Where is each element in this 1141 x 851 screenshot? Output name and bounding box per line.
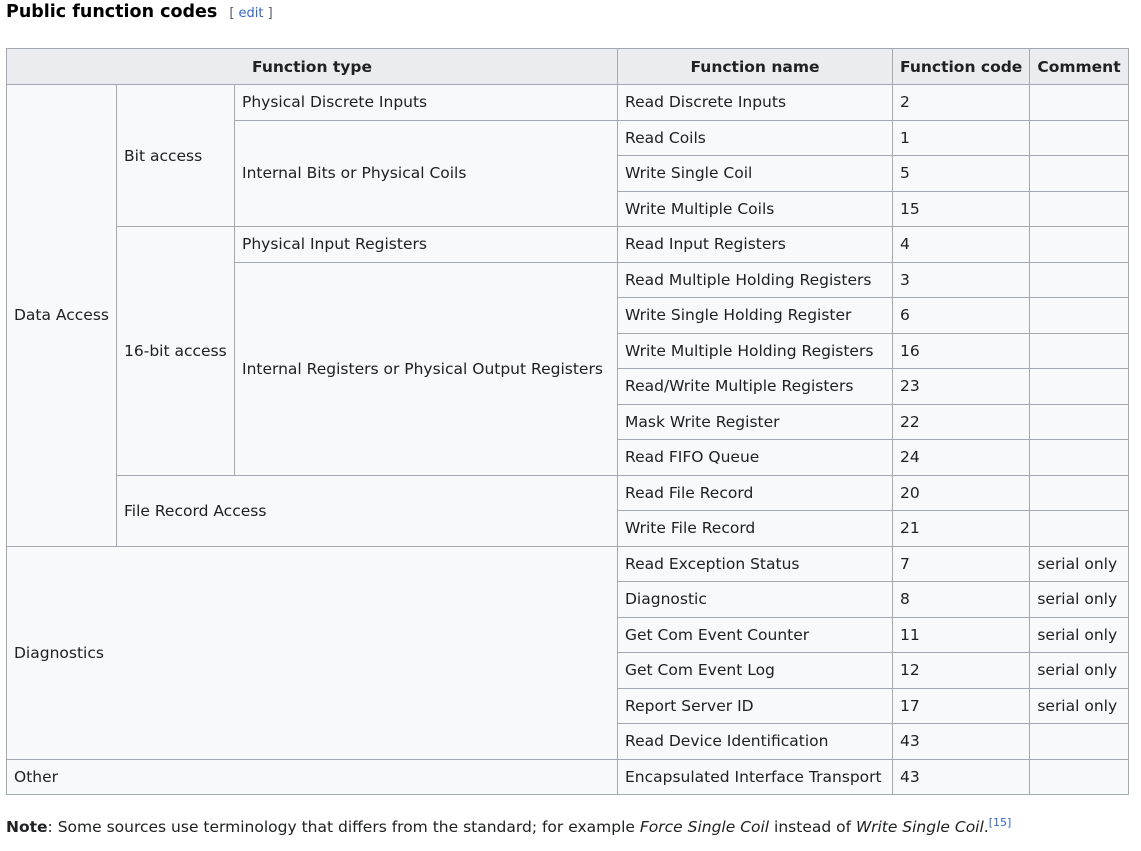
table-cell [1030,724,1128,760]
table-cell: Get Com Event Counter [618,617,893,653]
table-cell [1030,369,1128,405]
table-cell: Read File Record [618,475,893,511]
table-cell: Write Single Coil [618,156,893,192]
table-cell: Read Exception Status [618,546,893,582]
table-cell: 16 [893,333,1030,369]
table-cell: 12 [893,653,1030,689]
header-row [7,49,1129,85]
table-cell: Internal Registers or Physical Output Registers [235,262,618,475]
bracket: ] [267,6,273,21]
table-cell: Diagnostics [7,546,618,759]
table-cell: Report Server ID [618,688,893,724]
header-function-type: Function type [7,49,618,85]
table-row [7,475,1129,511]
table-cell: serial only [1030,617,1128,653]
table-cell: Encapsulated Interface Transport [618,759,893,795]
citation-link[interactable]: [15] [988,816,1012,829]
table-cell: Write Multiple Coils [618,191,893,227]
table-cell: Read FIFO Queue [618,440,893,476]
table-cell: 4 [893,227,1030,263]
table-cell [1030,156,1128,192]
table-row [7,759,1129,795]
table-cell: Get Com Event Log [618,653,893,689]
table-cell: 1 [893,120,1030,156]
table-cell: Other [7,759,618,795]
note-emphasis: Write Single Coil [856,818,984,837]
header-function-name: Function name [618,49,893,85]
table-cell: 21 [893,511,1030,547]
table-cell [1030,475,1128,511]
table-cell [1030,227,1128,263]
table-cell: 3 [893,262,1030,298]
table-cell [1030,759,1128,795]
note-label: Note [6,818,48,837]
table-cell: 23 [893,369,1030,405]
function-codes-table [6,48,1129,795]
table-cell: serial only [1030,653,1128,689]
heading-text: Public function codes [6,2,218,22]
table-cell [1030,85,1128,121]
table-cell: 16-bit access [117,227,235,476]
table-row [7,85,1129,121]
table-row [7,227,1129,263]
edit-link[interactable]: edit [238,6,264,21]
header-function-code: Function code [893,49,1030,85]
table-cell [1030,298,1128,334]
table-cell: Write Multiple Holding Registers [618,333,893,369]
note-emphasis: Force Single Coil [639,818,770,837]
table-cell: Read Multiple Holding Registers [618,262,893,298]
table-cell: serial only [1030,688,1128,724]
note-text: : Some sources use terminology that differs from the standard; for example [47,818,640,837]
table-cell: 5 [893,156,1030,192]
note [6,815,1011,836]
table-cell [1030,262,1128,298]
table-cell [1030,440,1128,476]
table-cell [1030,120,1128,156]
table-cell: 17 [893,688,1030,724]
table-cell: Write File Record [618,511,893,547]
bracket: [ [229,6,235,21]
table-cell: Read Input Registers [618,227,893,263]
table-cell: Read Discrete Inputs [618,85,893,121]
table-row [7,546,1129,582]
table-cell: 2 [893,85,1030,121]
table-cell: 15 [893,191,1030,227]
table-cell: Read/Write Multiple Registers [618,369,893,405]
table-cell [1030,404,1128,440]
table-cell: serial only [1030,546,1128,582]
table-cell: 24 [893,440,1030,476]
table-cell [1030,511,1128,547]
table-cell: 22 [893,404,1030,440]
table-cell: 43 [893,724,1030,760]
table-cell: Read Coils [618,120,893,156]
table-cell [1030,191,1128,227]
table-cell: Physical Discrete Inputs [235,85,618,121]
note-text: . [983,818,989,837]
table-cell: File Record Access [117,475,618,546]
table-cell: Data Access [7,85,117,547]
table-cell: Diagnostic [618,582,893,618]
table-cell: Bit access [117,85,235,227]
table-cell: Internal Bits or Physical Coils [235,120,618,227]
note-text: instead of [769,818,857,837]
table-cell: serial only [1030,582,1128,618]
table-cell [1030,333,1128,369]
header-comment: Comment [1030,49,1128,85]
section-heading [6,2,273,22]
table-cell: 8 [893,582,1030,618]
table-cell: Write Single Holding Register [618,298,893,334]
table-cell: 7 [893,546,1030,582]
edit-section [229,6,272,21]
table-cell: Read Device Identification [618,724,893,760]
table-cell: 20 [893,475,1030,511]
table-cell: 6 [893,298,1030,334]
table-cell: 43 [893,759,1030,795]
table-cell: 11 [893,617,1030,653]
table-cell: Mask Write Register [618,404,893,440]
table-cell: Physical Input Registers [235,227,618,263]
